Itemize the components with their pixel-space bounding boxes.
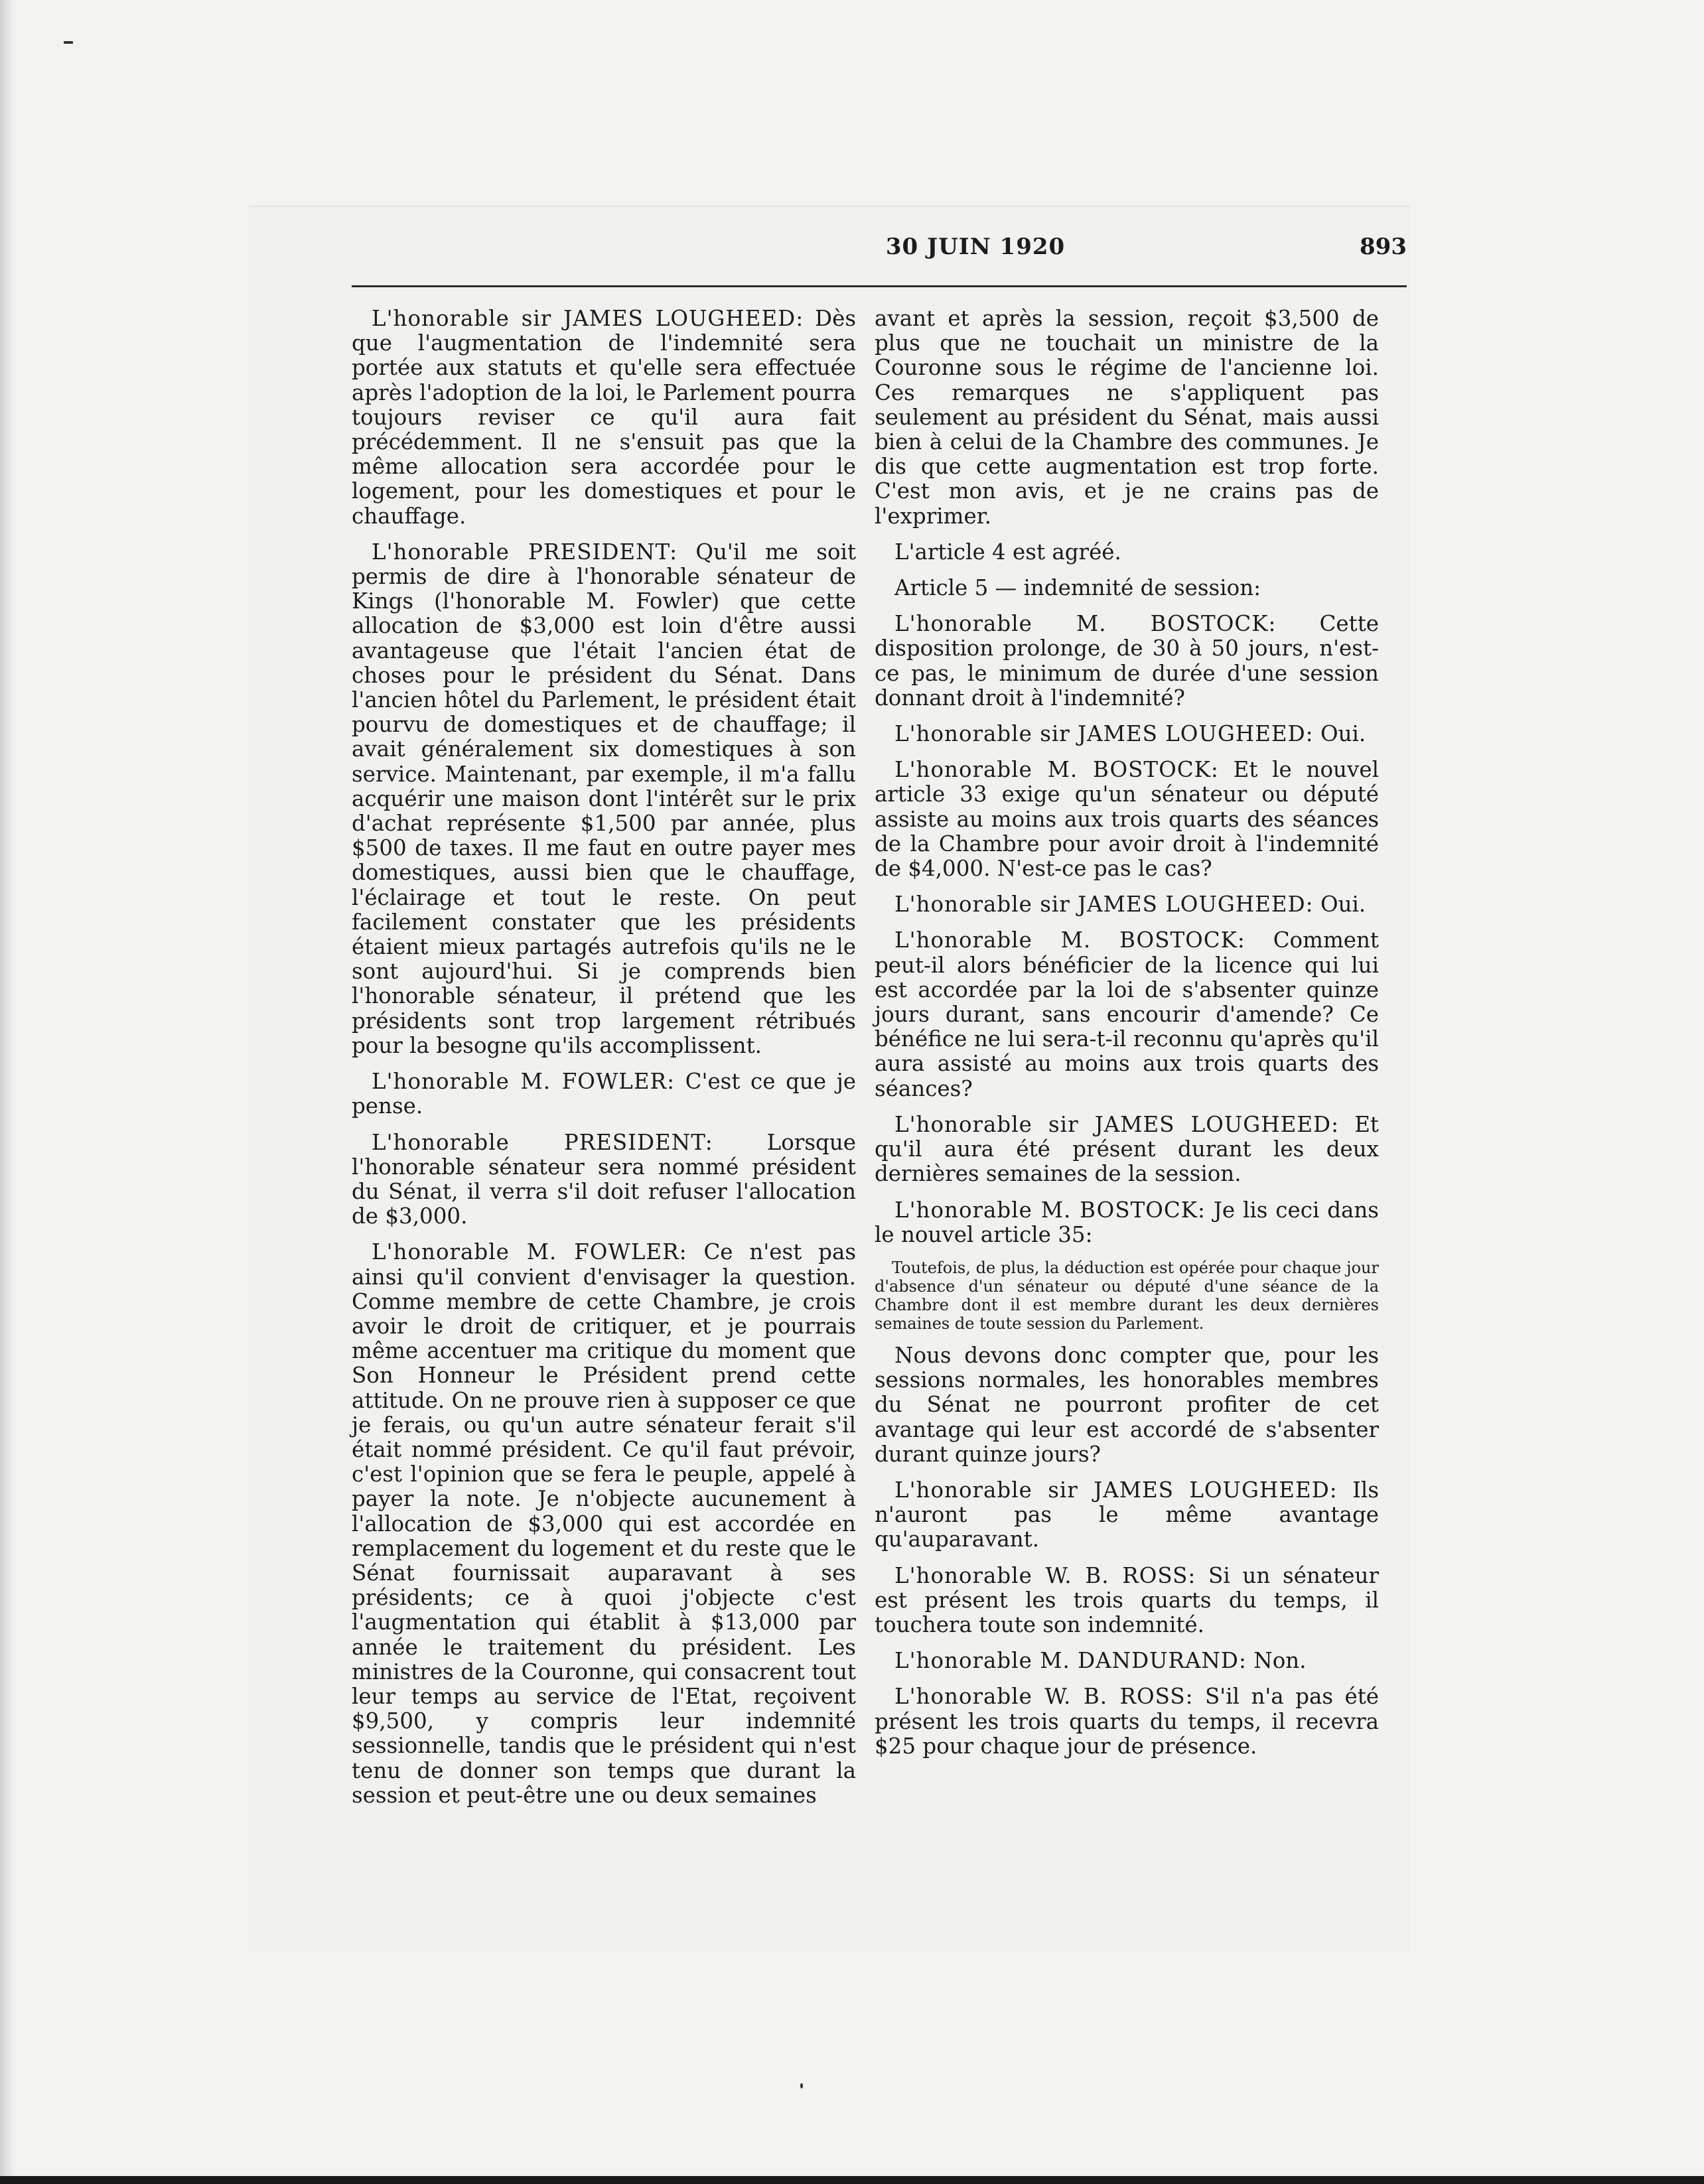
speaker-name: L'honorable M. FOWLER: xyxy=(372,1069,675,1095)
quoted-text xyxy=(875,1259,1379,1333)
speaker-name: L'honorable PRESIDENT: xyxy=(372,539,678,565)
paragraph xyxy=(875,758,1379,881)
paragraph-text: Toutefois, de plus, la déduction est opérée pour chaque jour d'absence d'un sénateur ou député d'une séance de la Chambre dont il est membre durant les deux dernières semaines de toute session du Parlement. xyxy=(875,1258,1379,1333)
speaker-name: L'honorable sir JAMES LOUGHEED: xyxy=(894,721,1314,747)
paragraph xyxy=(875,1649,1379,1673)
paragraph-text: Dès que l'augmentation de l'indemnité sera portée aux statuts et qu'elle sera effectuée après l'adoption de la loi, le Parlement pourra toujours reviser ce qu'il aura fait précédemment. Il ne s'ensuit pas que la même allocation sera accordée pour le logement, pour les domestiques et pour le chauffage. xyxy=(352,306,856,529)
paragraph-text: Qu'il me soit permis de dire à l'honorable sénateur de Kings (l'honorable M. Fowler) que cette allocation de $3,000 est loin d'être aussi avantageuse que l'était l'ancien état de choses pour le président du Sénat. Dans l'ancien hôtel du Parlement, le président était pourvu de domestiques et de chauffage; il avait généralement six domestiques à son service. Maintenant, par exemple, il m'a fallu acquérir une maison dont l'intérêt sur le prix d'achat représente $1,500 par année, plus $500 de taxes. Il me faut en outre payer mes domestiques, aussi bien que le chauffage, l'éclairage et tout le reste. On peut facilement constater que les présidents étaient mieux partagés autrefois qu'ils ne le sont aujourd'hui. Si je comprends bien l'honorable sénateur, il prétend que les présidents sont trop largement rétribués pour la besogne qu'ils accomplissent. xyxy=(352,539,857,1058)
paragraph xyxy=(875,1684,1379,1759)
paragraph-text: Et le nouvel article 33 exige qu'un sénateur ou député assiste au moins aux trois quarts des séances de la Chambre pour avoir droit à l'indemnité de $4,000. N'est-ce pas le cas? xyxy=(875,757,1379,882)
paragraph-text: Nous devons donc compter que, pour les sessions normales, les honorables membres du Sénat ne pourront profiter de cet avantage qui leur est accordé de s'absenter durant quinze jours? xyxy=(875,1342,1379,1467)
speaker-name: L'honorable M. BOSTOCK: xyxy=(894,1197,1206,1223)
paragraph-text: L'article 4 est agréé. xyxy=(894,539,1121,565)
paragraph xyxy=(352,1069,856,1119)
header-rule xyxy=(352,285,1407,287)
paragraph-text: Ils n'auront pas le même avantage qu'auparavant. xyxy=(875,1477,1379,1552)
paragraph xyxy=(352,307,856,529)
paragraph-text: Si un sénateur est présent les trois quarts du temps, il touchera toute son indemnité. xyxy=(875,1562,1380,1637)
paragraph xyxy=(875,576,1379,600)
paragraph xyxy=(875,612,1379,711)
paragraph xyxy=(352,540,856,1058)
paragraph-text: S'il n'a pas été présent les trois quarts du temps, il recevra $25 pour chaque jour de présence. xyxy=(875,1684,1379,1759)
speaker-name: L'honorable sir JAMES LOUGHEED: xyxy=(894,892,1314,918)
paragraph xyxy=(875,892,1379,917)
paragraph xyxy=(875,1113,1379,1187)
speaker-name: L'honorable sir JAMES LOUGHEED: xyxy=(894,1477,1338,1503)
paragraph-text: Non. xyxy=(1246,1648,1307,1674)
paragraph-text: Lorsque l'honorable sénateur sera nommé président du Sénat, il verra s'il doit refuser l'allocation de $3,000. xyxy=(352,1129,856,1229)
speaker-name: L'honorable W. B. ROSS: xyxy=(894,1684,1194,1710)
paragraph-text: Je lis ceci dans le nouvel article 35: xyxy=(875,1197,1379,1247)
speaker-name: L'honorable PRESIDENT: xyxy=(372,1129,713,1155)
paragraph-text: Ce n'est pas ainsi qu'il convient d'envisager la question. Comme membre de cette Chambre, je crois avoir le droit de critiquer, et je pourrais même accentuer ma critique du moment que Son Honneur le Président prend cette attitude. On ne prouve rien à supposer ce que je ferais, ou qu'un autre sénateur ferait s'il était nommé président. Ce qu'il faut prévoir, c'est l'opinion que se fera le peuple, appelé à payer la note. Je n'objecte aucunement à l'allocation de $3,000 qui est accordée en remplacement du logement et du reste que le Sénat fournissait auparavant à ses présidents; ce à quoi j'objecte c'est l'augmentation qui établit à $13,000 par année le traitement du président. Les ministres de la Couronne, qui consacrent tout leur temps au service de l'Etat, reçoivent $9,500, y compris leur indemnité sessionnelle, tandis que le président qui n'est tenu de donner son temps que durant la session et peut-être une ou deux semaines xyxy=(352,1239,857,1808)
scan-edge-bottom xyxy=(0,2176,1704,2184)
speaker-name: L'honorable sir JAMES LOUGHEED: xyxy=(372,306,804,331)
header-date: 30 JUIN 1920 xyxy=(885,234,1066,260)
speaker-name: L'honorable M. BOSTOCK: xyxy=(894,927,1245,953)
scan-speck xyxy=(64,41,73,44)
paragraph xyxy=(352,1130,856,1229)
paragraph xyxy=(875,307,1379,529)
paragraph-text: Oui. xyxy=(1313,721,1366,747)
paragraph xyxy=(875,1478,1379,1552)
paragraph xyxy=(875,1343,1379,1467)
speaker-name: L'honorable sir JAMES LOUGHEED: xyxy=(894,1111,1340,1137)
paragraph xyxy=(875,928,1379,1101)
paragraph-text: Et qu'il aura été présent durant les deux dernières semaines de la session. xyxy=(875,1111,1379,1187)
speaker-name: L'honorable M. DANDURAND: xyxy=(894,1648,1247,1674)
scan-edge xyxy=(0,0,15,2184)
paragraph-text: Cette disposition prolonge, de 30 à 50 jours, n'est-ce pas, le minimum de durée d'une session donnant droit à l'indemnité? xyxy=(875,611,1379,711)
document-page xyxy=(249,206,1410,1952)
paragraph-text: avant et après la session, reçoit $3,500 de plus que ne touchait un ministre de la Couronne sous le régime de l'ancienne loi. Ces remarques ne s'appliquent pas seulement au président du Sénat, mais aussi bien à celui de la Chambre des communes. Je dis que cette augmentation est trop forte. C'est mon avis, et je ne crains pas de l'exprimer. xyxy=(875,306,1379,529)
paragraph xyxy=(875,722,1379,746)
paragraph xyxy=(875,1198,1379,1247)
paragraph-text: Oui. xyxy=(1313,892,1366,918)
paragraph xyxy=(875,540,1379,565)
speaker-name: L'honorable W. B. ROSS: xyxy=(894,1562,1196,1588)
paragraph-text: Comment peut-il alors bénéficier de la licence qui lui est accordée par la loi de s'absenter quinze jours durant, sans encourir d'amende? Ce bénéfice ne lui sera-t-il reconnu qu'après qu'il aura assisté au moins aux trois quarts des séances? xyxy=(875,927,1379,1101)
paragraph xyxy=(875,1564,1379,1638)
right-column xyxy=(875,307,1379,1770)
speaker-name: L'honorable M. BOSTOCK: xyxy=(894,611,1277,637)
paragraph-text: Article 5 — indemnité de session: xyxy=(894,575,1261,601)
scan-speck xyxy=(800,2083,803,2088)
page-header xyxy=(352,234,1407,280)
speaker-name: L'honorable M. BOSTOCK: xyxy=(894,757,1219,783)
speaker-name: L'honorable M. FOWLER: xyxy=(372,1239,687,1265)
left-column xyxy=(352,307,856,1819)
paragraph-text: C'est ce que je pense. xyxy=(352,1069,856,1119)
paragraph xyxy=(352,1240,856,1808)
page-number: 893 xyxy=(1360,234,1407,260)
